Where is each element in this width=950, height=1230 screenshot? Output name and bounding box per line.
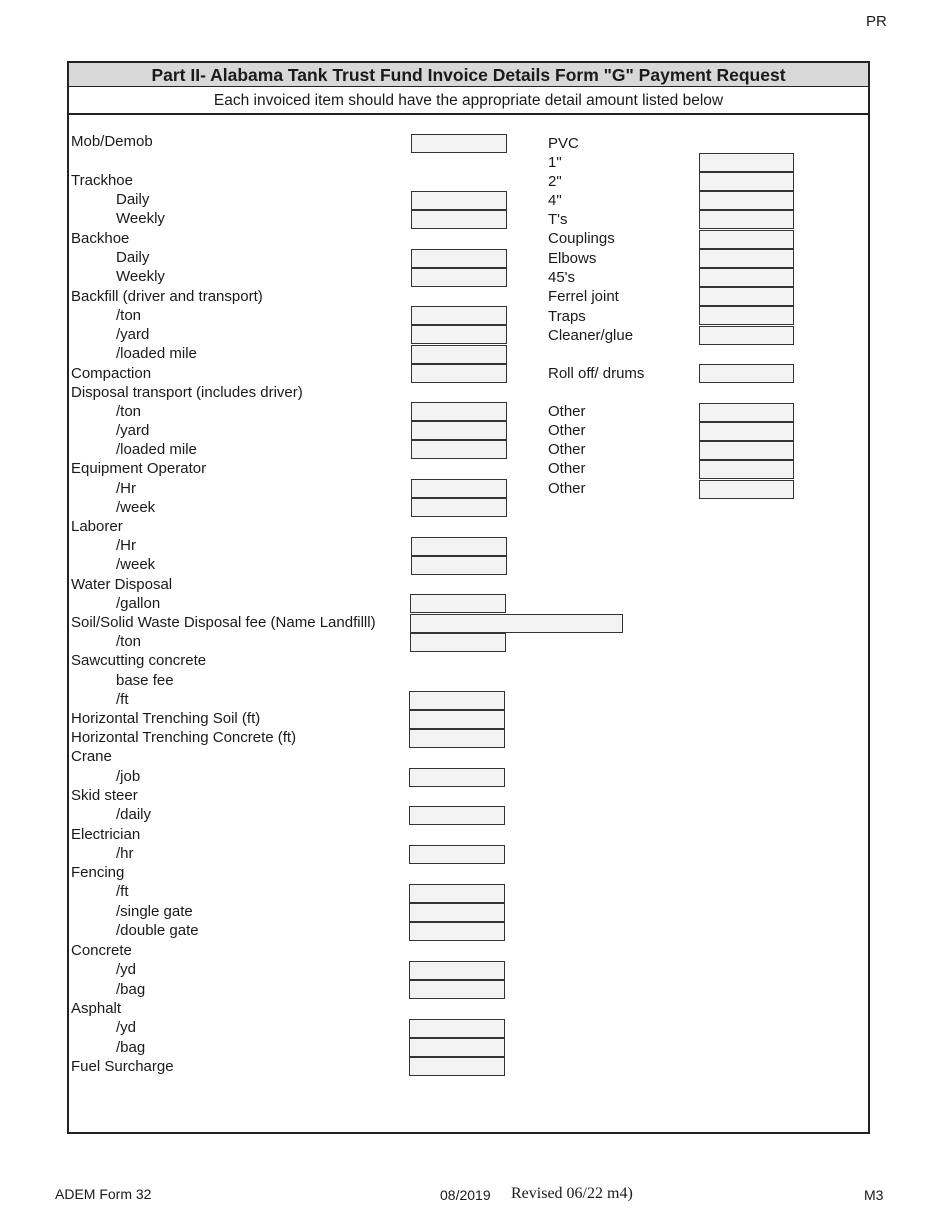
amount-input-box[interactable] <box>409 806 505 825</box>
amount-input-box[interactable] <box>409 845 505 864</box>
item-sublabel: /gallon <box>116 595 161 612</box>
material-label: Other <box>548 480 586 497</box>
amount-input-box[interactable] <box>699 191 794 210</box>
material-label: Other <box>548 460 586 477</box>
material-label: 4" <box>548 192 562 209</box>
item-label: Backfill (driver and transport) <box>71 288 263 305</box>
item-label: Crane <box>71 748 112 765</box>
item-sublabel: Weekly <box>116 210 165 227</box>
item-label: Fuel Surcharge <box>71 1058 174 1075</box>
amount-input-box[interactable] <box>409 903 505 922</box>
item-label: Horizontal Trenching Concrete (ft) <box>71 729 297 746</box>
item-sublabel: /job <box>116 768 141 785</box>
amount-input-box[interactable] <box>411 556 507 575</box>
item-label: Asphalt <box>71 1000 122 1017</box>
item-label: Laborer <box>71 518 123 535</box>
amount-input-box[interactable] <box>411 191 507 210</box>
item-sublabel: /bag <box>116 1039 146 1056</box>
material-label: Other <box>548 403 586 420</box>
amount-input-box[interactable] <box>699 422 794 441</box>
amount-input-box[interactable] <box>411 402 507 421</box>
amount-input-box[interactable] <box>409 1019 505 1038</box>
amount-input-box[interactable] <box>699 306 794 325</box>
amount-input-box[interactable] <box>699 153 794 172</box>
amount-input-box[interactable] <box>409 691 505 710</box>
amount-input-box[interactable] <box>411 268 507 287</box>
item-sublabel: /hr <box>116 845 134 862</box>
amount-input-box[interactable] <box>411 306 507 325</box>
amount-input-box[interactable] <box>699 230 794 249</box>
item-label: Skid steer <box>71 787 138 804</box>
amount-input-box[interactable] <box>409 884 505 903</box>
form-title: Part II- Alabama Tank Trust Fund Invoice Details Form "G" Payment Request <box>69 63 868 87</box>
item-label: Sawcutting concrete <box>71 652 207 669</box>
material-label: Roll off/ drums <box>548 365 645 382</box>
material-label: Other <box>548 422 586 439</box>
amount-input-box[interactable] <box>699 460 794 479</box>
item-label: Backhoe <box>71 230 130 247</box>
amount-input-box[interactable] <box>409 922 505 941</box>
amount-input-box[interactable] <box>411 479 507 498</box>
item-label: Concrete <box>71 942 132 959</box>
item-sublabel: /double gate <box>116 922 199 939</box>
item-sublabel: Daily <box>116 191 150 208</box>
material-label: Traps <box>548 308 586 325</box>
amount-input-box[interactable] <box>411 421 507 440</box>
amount-input-box[interactable] <box>411 249 507 268</box>
item-label: Trackhoe <box>71 172 133 189</box>
amount-input-box[interactable] <box>409 729 505 748</box>
amount-input-box[interactable] <box>699 172 794 191</box>
amount-input-box[interactable] <box>409 710 505 729</box>
material-label: Cleaner/glue <box>548 327 634 344</box>
material-label: Couplings <box>548 230 615 247</box>
amount-input-box[interactable] <box>409 768 505 787</box>
amount-input-box[interactable] <box>699 249 794 268</box>
amount-input-box[interactable] <box>409 961 505 980</box>
item-label: Water Disposal <box>71 576 173 593</box>
footer-page-code: M3 <box>864 1187 884 1203</box>
item-sublabel: /week <box>116 499 156 516</box>
amount-input-box[interactable] <box>699 480 794 499</box>
item-sublabel: Weekly <box>116 268 165 285</box>
item-sublabel: /loaded mile <box>116 441 197 458</box>
item-sublabel: /week <box>116 556 156 573</box>
footer-date: 08/2019 <box>440 1187 491 1203</box>
amount-input-box[interactable] <box>411 498 507 517</box>
item-sublabel: /ton <box>116 403 142 420</box>
item-sublabel: /daily <box>116 806 152 823</box>
item-sublabel: /ft <box>116 691 129 708</box>
item-sublabel: /yd <box>116 961 137 978</box>
item-label: Disposal transport (includes driver) <box>71 384 303 401</box>
material-label: 1" <box>548 154 562 171</box>
amount-input-box[interactable] <box>411 345 507 364</box>
item-label: Compaction <box>71 365 152 382</box>
item-sublabel: /yd <box>116 1019 137 1036</box>
item-sublabel: /yard <box>116 422 150 439</box>
item-sublabel: /loaded mile <box>116 345 197 362</box>
material-label: 45's <box>548 269 576 286</box>
amount-input-box[interactable] <box>409 980 505 999</box>
material-label: Other <box>548 441 586 458</box>
item-sublabel: /Hr <box>116 480 136 497</box>
amount-input-box[interactable] <box>410 594 506 613</box>
footer-form-name: ADEM Form 32 <box>55 1186 152 1202</box>
amount-input-box[interactable] <box>409 1057 505 1076</box>
item-sublabel: /single gate <box>116 903 193 920</box>
item-label: Mob/Demob <box>71 133 153 150</box>
material-label: T's <box>548 211 568 228</box>
amount-input-box[interactable] <box>411 537 507 556</box>
amount-input-box[interactable] <box>699 364 794 383</box>
material-label: 2" <box>548 173 562 190</box>
amount-input-box[interactable] <box>411 325 507 344</box>
corner-label: PR <box>866 13 887 30</box>
amount-input-box[interactable] <box>410 614 623 633</box>
amount-input-box[interactable] <box>411 364 507 383</box>
amount-input-box[interactable] <box>699 326 794 345</box>
form-subtitle: Each invoiced item should have the appropriate detail amount listed below <box>69 88 868 115</box>
footer-revised: Revised 06/22 m4) <box>511 1185 633 1202</box>
material-label: Ferrel joint <box>548 288 619 305</box>
material-label: PVC <box>548 135 579 152</box>
item-sublabel: /ton <box>116 307 142 324</box>
amount-input-box[interactable] <box>410 633 506 652</box>
item-sublabel: /bag <box>116 981 146 998</box>
amount-input-box[interactable] <box>411 210 507 229</box>
amount-input-box[interactable] <box>411 134 507 153</box>
item-sublabel: /yard <box>116 326 150 343</box>
item-label: Soil/Solid Waste Disposal fee (Name Landfilll) <box>71 614 376 631</box>
amount-input-box[interactable] <box>699 441 794 460</box>
amount-input-box[interactable] <box>409 1038 505 1057</box>
item-sublabel: Daily <box>116 249 150 266</box>
item-sublabel: /ft <box>116 883 129 900</box>
amount-input-box[interactable] <box>699 403 794 422</box>
item-sublabel: base fee <box>116 672 174 689</box>
amount-input-box[interactable] <box>699 268 794 287</box>
amount-input-box[interactable] <box>699 287 794 306</box>
item-label: Horizontal Trenching Soil (ft) <box>71 710 261 727</box>
item-sublabel: /Hr <box>116 537 136 554</box>
item-label: Equipment Operator <box>71 460 207 477</box>
item-label: Fencing <box>71 864 125 881</box>
item-sublabel: /ton <box>116 633 142 650</box>
amount-input-box[interactable] <box>411 440 507 459</box>
amount-input-box[interactable] <box>699 210 794 229</box>
material-label: Elbows <box>548 250 597 267</box>
item-label: Electrician <box>71 826 141 843</box>
